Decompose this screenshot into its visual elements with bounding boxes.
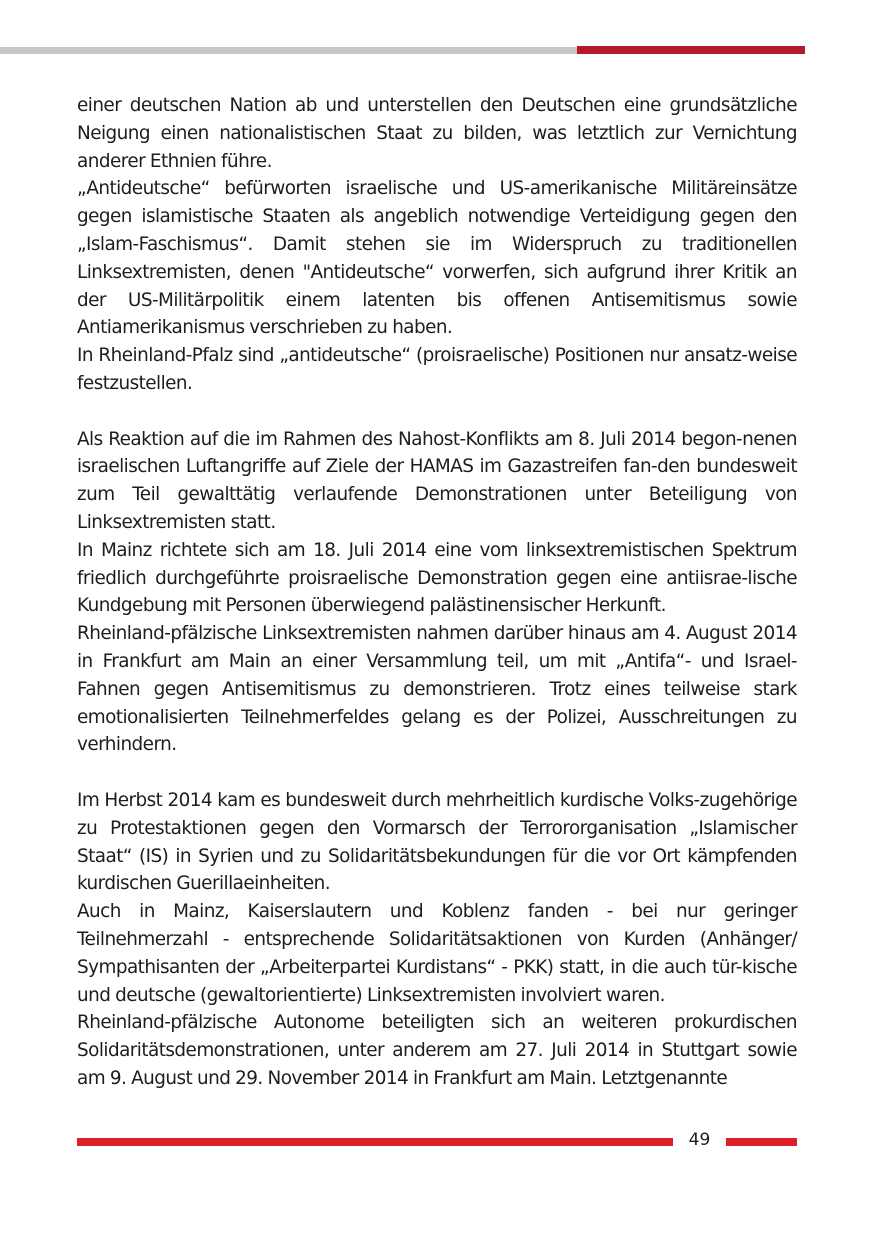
- header-rule-grey: [0, 47, 577, 54]
- header-rule-red: [577, 46, 805, 54]
- page-number: 49: [688, 1130, 711, 1150]
- paragraph: In Rheinland-Pfalz sind „antideutsche“ (proisraelische) Positionen nur ansatz-weise festzustellen.: [77, 345, 797, 394]
- paragraph: Rheinland-pfälzische Autonome beteiligten sich an weiteren prokurdischen Solidaritätsdemonstrationen, unter anderem am 27. Juli 2014 in Stuttgart sowie am 9. August und 29. November 2014 in Frankfurt am Main. Letztgenannte: [77, 1012, 797, 1089]
- paragraph: Im Herbst 2014 kam es bundesweit durch mehrheitlich kurdische Volks-zugehörige zu Protestaktionen gegen den Vormarsch der Terrororganisation „Islamischer Staat“ (IS) in Syrien und zu Solidaritätsbekundungen für die vor Ort kämpfenden kurdischen Guerillaeinheiten.: [77, 789, 797, 895]
- footer-rule-right: [726, 1138, 797, 1146]
- paragraph: Als Reaktion auf die im Rahmen des Nahost-Konflikts am 8. Juli 2014 begon-nenen israelischen Luftangriffe auf Ziele der HAMAS im Gazastreifen fan-den bundesweit zum Teil gewalttätig verlaufende Demonstrationen unter Beteiligung von Linksextremisten statt.: [77, 428, 797, 533]
- paragraph: Auch in Mainz, Kaiserslautern und Koblenz fanden - bei nur geringer Teilnehmerzahl - entsprechende Solidaritätsaktionen von Kurden (Anhänger/ Sympathisanten der „Arbeiterpartei Kurdistans“ - PKK) statt, in die auch tür-kische und deutsche (gewaltorientierte) Linksextremisten involviert waren.: [77, 901, 797, 1006]
- footer-rule-left: [77, 1138, 673, 1146]
- paragraph: „Antideutsche“ befürworten israelische und US-amerikanische Militäreinsätze gegen islamistische Staaten als angeblich notwendige Verteidigung gegen den „Islam-Faschismus“. Damit stehen sie im Widerspruch zu traditionellen Linksextremisten, denen "Antideutsche“ vorwerfen, sich aufgrund ihrer Kritik an der US-Militärpolitik einem latenten bis offenen Antisemitismus sowie Antiamerikanismus verschrieben zu haben.: [77, 178, 797, 339]
- paragraph: In Mainz richtete sich am 18. Juli 2014 eine vom linksextremistischen Spektrum friedlich durchgeführte proisraelische Demonstration gegen eine antiisrae-lische Kundgebung mit Personen überwiegend palästinensischer Herkunft.: [77, 539, 797, 617]
- paragraph: einer deutschen Nation ab und unterstellen den Deutschen eine grundsätzliche Neigung einen nationalistischen Staat zu bilden, was letztlich zur Vernichtung anderer Ethnien führe.: [77, 95, 797, 172]
- paragraph-spacer: [77, 398, 797, 426]
- page-body: [77, 92, 797, 1093]
- paragraph: Rheinland-pfälzische Linksextremisten nahmen darüber hinaus am 4. August 2014 in Frankfurt am Main an einer Versammlung teil, um mit „Antifa“- und Israel-Fahnen gegen Antisemitismus zu demonstrieren. Trotz eines teilweise stark emotionalisierten Teilnehmerfeldes gelang es der Polizei, Ausschreitungen zu verhindern.: [77, 623, 797, 756]
- paragraph-spacer: [77, 759, 797, 787]
